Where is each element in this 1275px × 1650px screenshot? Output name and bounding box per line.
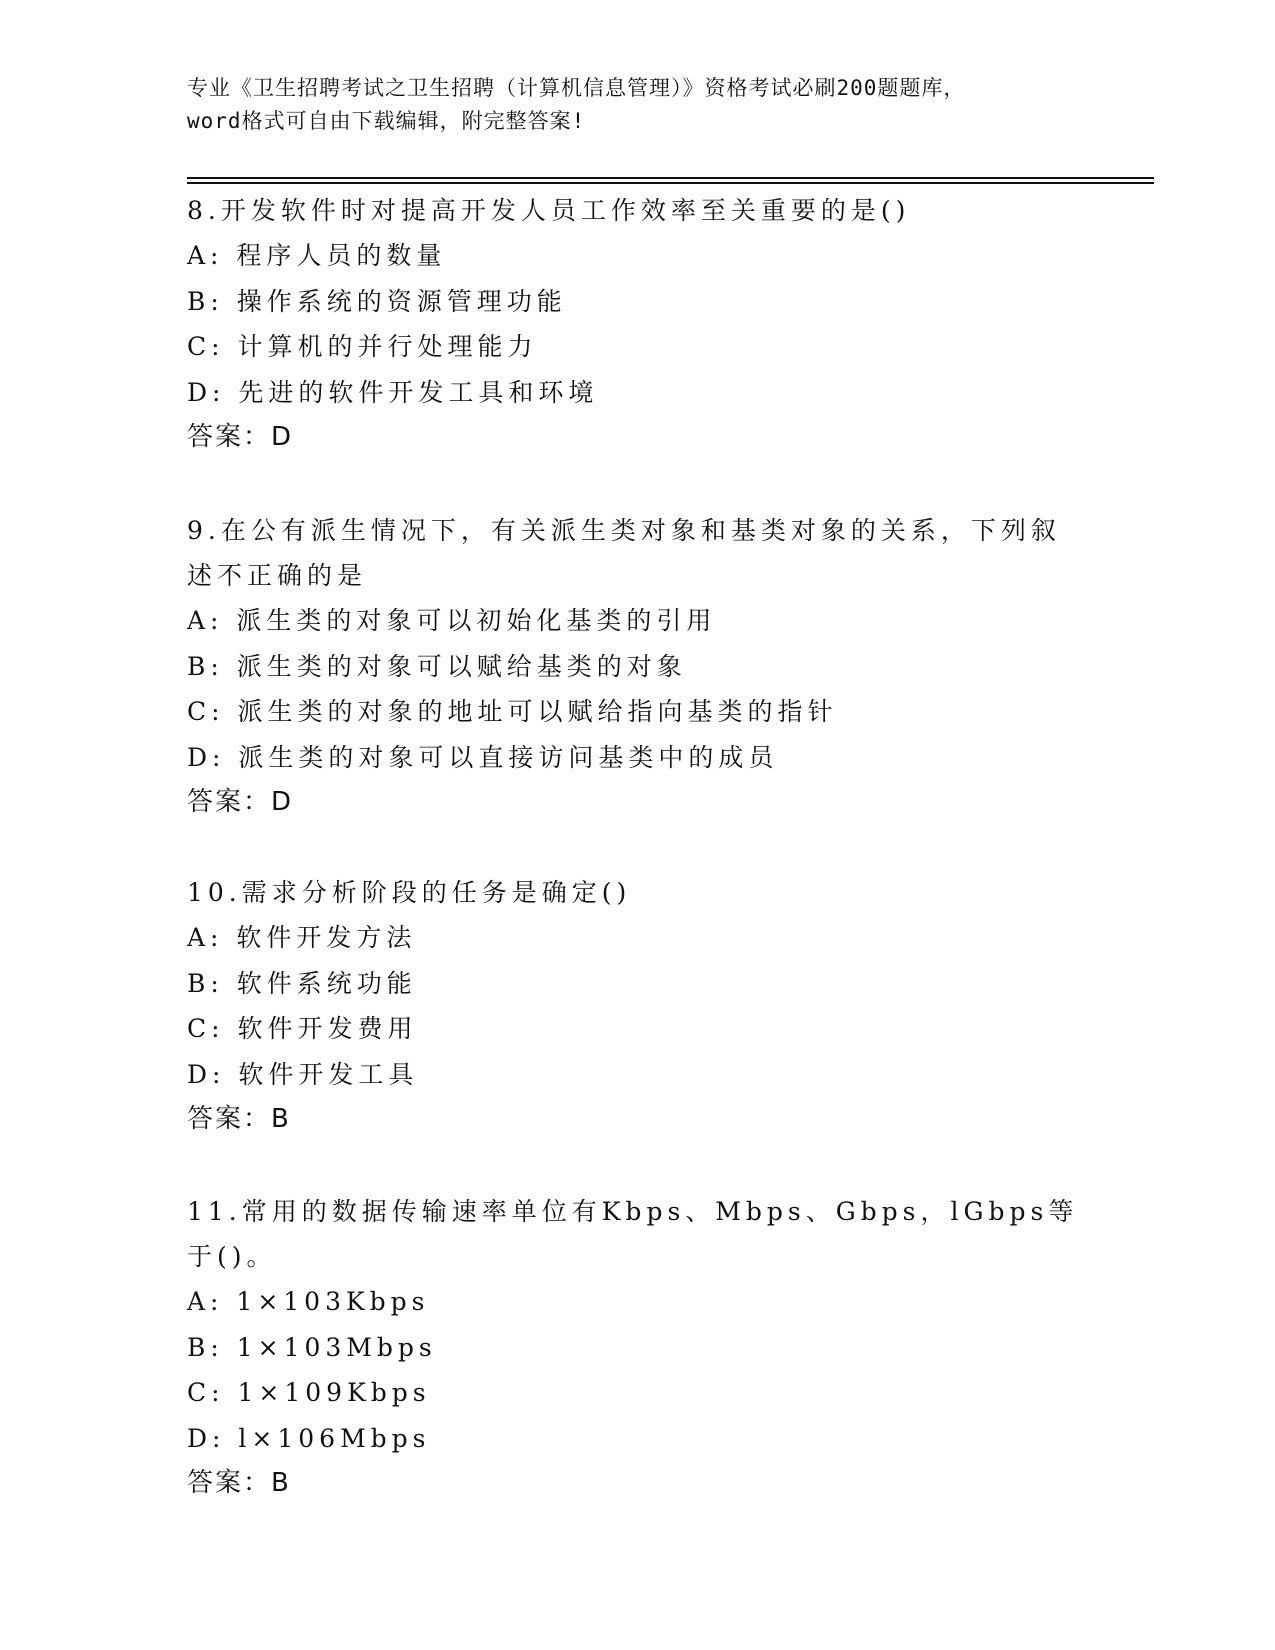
header-divider-top <box>187 177 1154 179</box>
answer-line: 答案：D <box>187 787 294 817</box>
question-stem: 9.在公有派生情况下，有关派生类对象和基类对象的关系，下列叙述不正确的是 <box>187 516 1061 590</box>
option-a: A: 程序人员的数量 <box>187 241 447 270</box>
option-c: C: 派生类的对象的地址可以赋给指向基类的指针 <box>187 697 838 726</box>
option-c: C: 软件开发费用 <box>187 1014 418 1043</box>
option-d: D: 软件开发工具 <box>187 1059 419 1089</box>
header-line-1: 专业《卫生招聘考试之卫生招聘（计算机信息管理）》资格考试必刷200题题库， <box>187 76 966 100</box>
option-a: A: 派生类的对象可以初始化基类的引用 <box>187 606 717 635</box>
question-11 <box>187 1189 1087 1506</box>
question-stem: 11.常用的数据传输速率单位有Kbps、Mbps、Gbps，lGbps等于()。 <box>187 1197 1079 1271</box>
question-9 <box>187 508 1087 825</box>
option-b: B: 软件系统功能 <box>187 968 417 998</box>
answer-line: 答案：B <box>187 1468 291 1498</box>
question-8 <box>187 188 1087 460</box>
question-stem: 10.需求分析阶段的任务是确定() <box>187 878 632 907</box>
header-line-2: word格式可自由下载编辑，附完整答案! <box>187 109 586 133</box>
option-a: A: 1×103Kbps <box>187 1287 430 1316</box>
option-c: C: 1×109Kbps <box>187 1378 431 1407</box>
answer-line: 答案：B <box>187 1104 291 1134</box>
question-stem: 8.开发软件时对提高开发人员工作效率至关重要的是() <box>187 196 911 225</box>
option-d: D: 先进的软件开发工具和环境 <box>187 377 599 407</box>
question-10 <box>187 870 1087 1142</box>
option-a: A: 软件开发方法 <box>187 923 417 952</box>
option-b: B: 操作系统的资源管理功能 <box>187 286 567 316</box>
option-b: B: 1×103Mbps <box>187 1332 437 1362</box>
option-b: B: 派生类的对象可以赋给基类的对象 <box>187 651 687 681</box>
answer-line: 答案：D <box>187 422 294 452</box>
document-header <box>187 72 1087 138</box>
header-divider-bottom <box>187 182 1154 184</box>
option-d: D: l×106Mbps <box>187 1423 431 1453</box>
option-d: D: 派生类的对象可以直接访问基类中的成员 <box>187 742 779 772</box>
option-c: C: 计算机的并行处理能力 <box>187 332 538 361</box>
